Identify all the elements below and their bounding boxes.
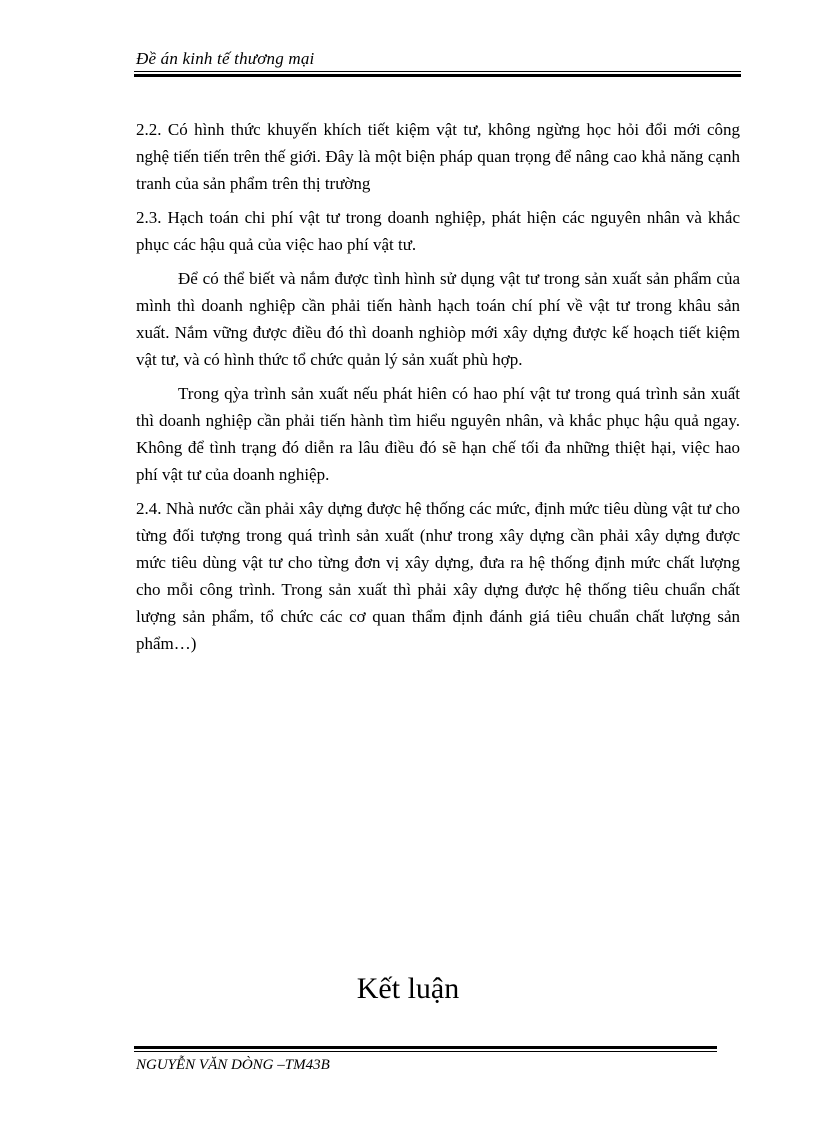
- header-title: Đề án kinh tế thương mại: [136, 49, 315, 68]
- footer-rule-thin: [134, 1051, 717, 1052]
- paragraph-material-usage: Để có thể biết và nắm được tình hình sử dụng vật tư trong sản xuất sản phẩm của mình thì doanh nghiệp cần phải tiến hành hạch toán chí phí về vật tư trong khâu sản xuất. Nắm vững được điều đó thì doanh nghiòp mới xây dựng được kế hoạch tiết kiệm vật tư, và có hình thức tổ chức quản lý sản xuất phù hợp.: [136, 269, 740, 369]
- paragraph-2-3: 2.3. Hạch toán chi phí vật tư trong doanh nghiệp, phát hiện các nguyên nhân và khắc phục các hậu quả của việc hao phí vật tư.: [136, 208, 740, 254]
- paragraph-2-2: 2.2. Có hình thức khuyến khích tiết kiệm vật tư, không ngừng học hỏi đổi mới công nghệ tiến tiến trên thế giới. Đây là một biện pháp quan trọng để nâng cao khả năng cạnh tranh của sản phẩm trên thị trường: [136, 120, 740, 193]
- paragraph-waste-detection: Trong qỳa trình sản xuất nếu phát hiên có hao phí vật tư trong quá trình sản xuất thì doanh nghiệp cần phải tiến hành tìm hiểu nguyên nhân, và khắc phục hậu quả ngay. Không để tình trạng đó diễn ra lâu điều đó sẽ hạn chế tối đa những thiệt hại, việc hao phí vật tư của doanh nghiệp.: [136, 384, 740, 484]
- body-text: [136, 116, 740, 664]
- header-rule-thick: [134, 74, 741, 77]
- footer-rule-thick: [134, 1046, 717, 1049]
- header-rule-thin: [134, 71, 741, 72]
- paragraph-2-4: 2.4. Nhà nước cần phải xây dựng được hệ thống các mức, định mức tiêu dùng vật tư cho từng đối tượng trong quá trình sản xuất (như trong xây dựng cần phải xây dựng được mức tiêu dùng vật tư cho từng đơn vị xây dựng, đưa ra hệ thống định mức chất lượng cho mỗi công trình. Trong sản xuất thì phải xây dựng được hệ thống tiêu chuẩn chất lượng sản phẩm, tổ chức các cơ quan thẩm định đánh giá tiêu chuẩn chất lượng sản phẩm…): [136, 499, 740, 653]
- footer-author: NGUYỄN VĂN DÒNG –TM43B: [136, 1057, 330, 1073]
- conclusion-heading: Kết luận: [356, 972, 460, 1005]
